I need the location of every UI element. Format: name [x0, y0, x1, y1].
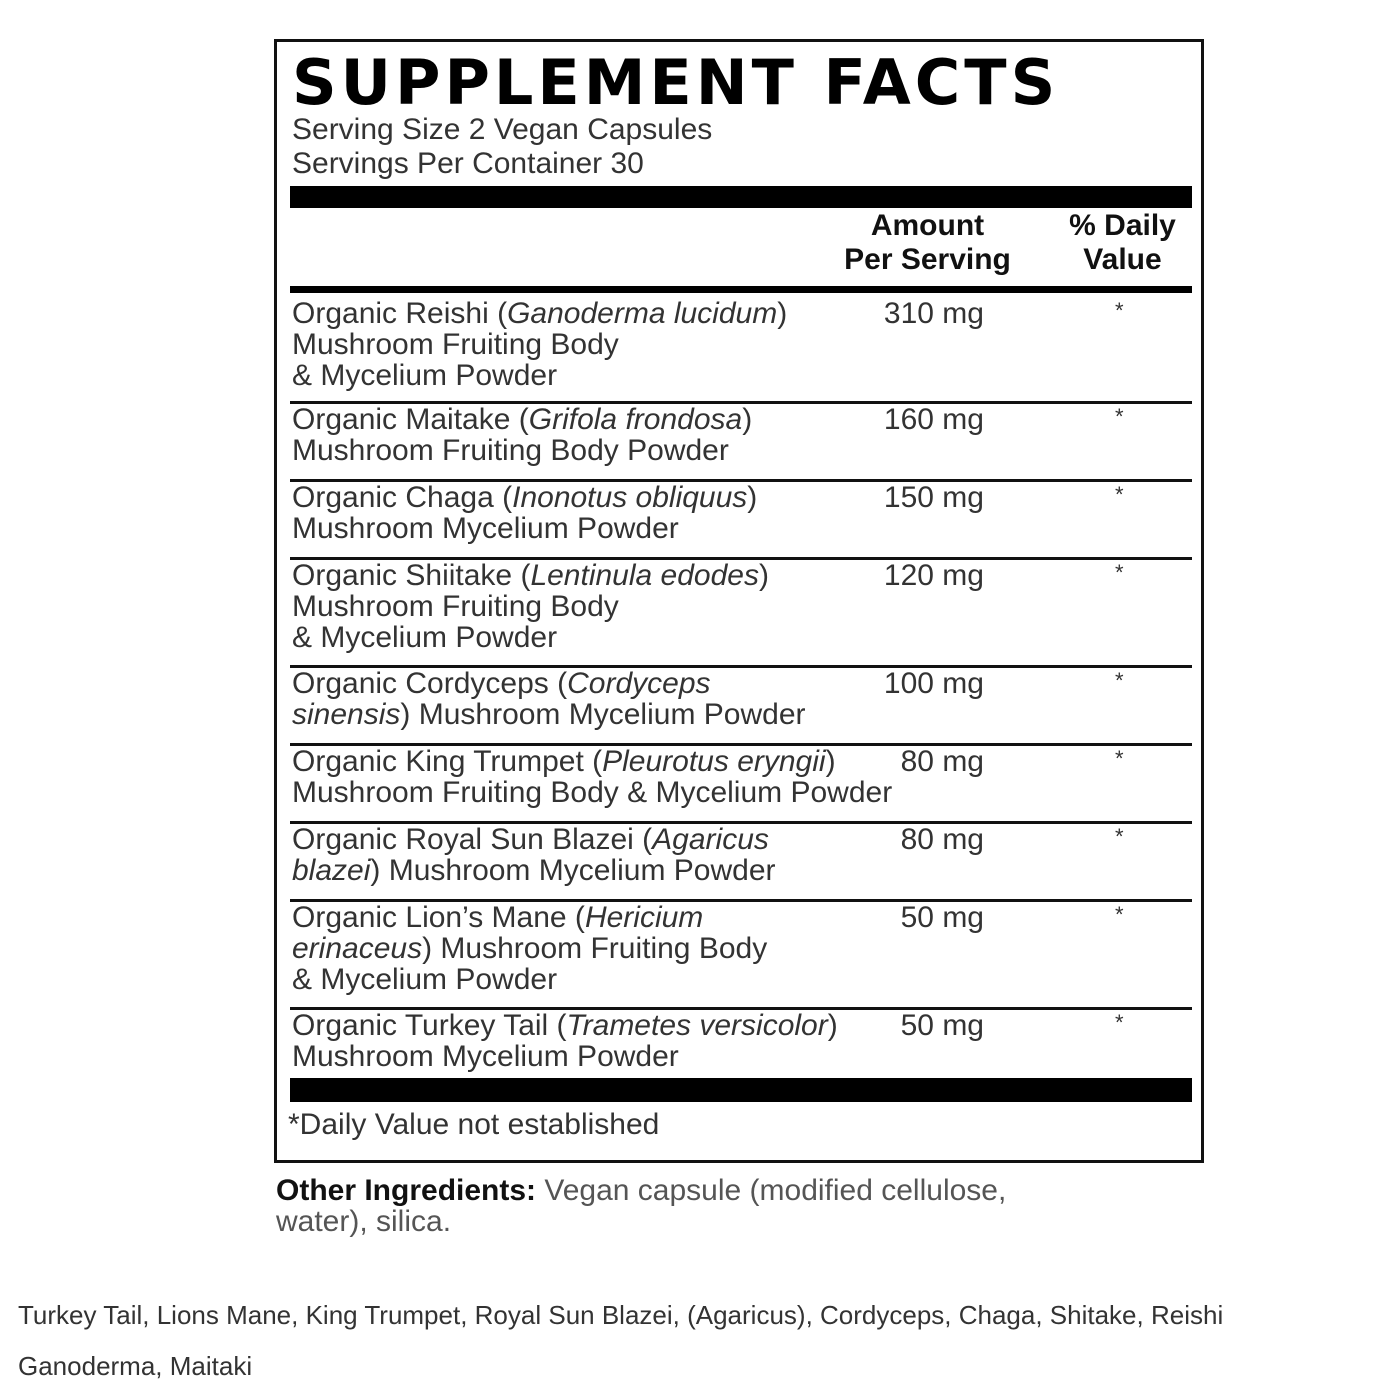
servings-per-container: Servings Per Container 30 [292, 147, 644, 180]
ingredient-scientific-name: Grifola frondosa [528, 403, 743, 436]
ingredient-description: ) Mushroom Mycelium Powder [292, 481, 758, 545]
ingredient-scientific-name: Lentinula edodes [530, 559, 759, 592]
table-row [290, 746, 1192, 824]
ingredient-common-name: Organic King Trumpet ( [292, 745, 603, 778]
bottom-thick-divider [290, 1078, 1192, 1102]
product-caption: Turkey Tail, Lions Mane, King Trumpet, Royal Sun Blazei, (Agaricus), Cordyceps, Chaga, Shitake, Reishi Ganoderma, Maitaki [18, 1300, 1224, 1381]
ingredient-amount: 120 mg [883, 559, 984, 592]
ingredient-amount: 160 mg [883, 403, 984, 436]
ingredient-daily-value: * [1115, 482, 1124, 507]
ingredient-amount: 150 mg [883, 481, 984, 514]
table-row [290, 1010, 1192, 1088]
table-row [290, 560, 1192, 668]
table-row [290, 824, 1192, 902]
ingredient-description: ) Mushroom Mycelium Powder [292, 1009, 838, 1073]
ingredient-daily-value: * [1115, 560, 1124, 585]
daily-value-footnote: *Daily Value not established [288, 1108, 660, 1141]
ingredient-daily-value: * [1115, 668, 1124, 693]
other-ingredients-label: Other Ingredients: [276, 1174, 537, 1207]
ingredient-name [292, 902, 932, 995]
ingredient-scientific-name: Pleurotus eryngii [602, 745, 826, 778]
ingredient-amount: 80 mg [900, 745, 984, 778]
ingredient-name [292, 824, 932, 886]
header-divider [290, 286, 1192, 293]
ingredient-daily-value: * [1115, 746, 1124, 771]
ingredient-common-name: Organic Reishi ( [292, 297, 508, 330]
ingredient-common-name: Organic Cordyceps ( [292, 667, 568, 700]
ingredient-description: ) Mushroom Fruiting Body & Mycelium Powder [292, 297, 788, 392]
ingredient-scientific-name: Trametes versicolor [566, 1009, 828, 1042]
ingredient-name [292, 1010, 932, 1072]
ingredient-amount: 310 mg [883, 297, 984, 330]
amount-header-line2: Per Serving [844, 243, 1011, 276]
ingredient-description: ) Mushroom Fruiting Body Powder [292, 403, 753, 467]
ingredient-daily-value: * [1115, 824, 1124, 849]
dv-header-line2: Value [1083, 243, 1162, 276]
ingredient-description: ) Mushroom Mycelium Powder [400, 698, 806, 731]
ingredient-daily-value: * [1115, 404, 1124, 429]
table-row [290, 668, 1192, 746]
ingredient-description: ) Mushroom Mycelium Powder [370, 854, 776, 887]
serving-size: Serving Size 2 Vegan Capsules [292, 113, 713, 146]
ingredient-scientific-name: Hericium erinaceus [292, 901, 704, 965]
table-row [290, 298, 1192, 404]
table-row [290, 404, 1192, 482]
ingredient-common-name: Organic Chaga ( [292, 481, 513, 514]
ingredient-scientific-name: Agaricus blazei [292, 823, 769, 887]
top-thick-divider [290, 186, 1192, 208]
other-ingredients-text: Vegan capsule (modified cellulose, water), silica. [276, 1174, 1007, 1238]
ingredient-name [292, 746, 932, 808]
ingredient-scientific-name: Inonotus obliquus [512, 481, 748, 514]
amount-per-serving-header [835, 209, 1020, 277]
ingredient-name [292, 482, 932, 544]
ingredient-common-name: Organic Maitake ( [292, 403, 529, 436]
ingredient-common-name: Organic Shiitake ( [292, 559, 531, 592]
table-row [290, 902, 1192, 1010]
ingredient-name [292, 298, 932, 391]
dv-header-line1: % Daily [1069, 209, 1176, 242]
ingredient-scientific-name: Cordyceps sinensis [292, 667, 711, 731]
ingredient-daily-value: * [1115, 1010, 1124, 1035]
ingredient-description: ) Mushroom Fruiting Body & Mycelium Powder [292, 559, 769, 654]
amount-header-line1: Amount [870, 209, 985, 242]
ingredient-description: ) Mushroom Fruiting Body & Mycelium Powder [292, 745, 893, 809]
daily-value-header [1055, 209, 1190, 277]
ingredient-name [292, 404, 932, 466]
ingredients-table [290, 298, 1192, 1088]
ingredient-common-name: Organic Royal Sun Blazei ( [292, 823, 653, 856]
ingredient-description: ) Mushroom Fruiting Body & Mycelium Powder [292, 932, 768, 996]
label-title: SUPPLEMENT FACTS [292, 46, 1060, 119]
ingredient-daily-value: * [1115, 298, 1124, 323]
ingredient-amount: 100 mg [883, 667, 984, 700]
ingredient-scientific-name: Ganoderma lucidum [507, 297, 778, 330]
ingredient-name [292, 560, 932, 653]
ingredient-amount: 50 mg [900, 1009, 984, 1042]
other-ingredients [276, 1175, 1056, 1237]
ingredient-common-name: Organic Turkey Tail ( [292, 1009, 567, 1042]
ingredient-name [292, 668, 932, 730]
table-row [290, 482, 1192, 560]
ingredient-amount: 50 mg [900, 901, 984, 934]
ingredient-daily-value: * [1115, 902, 1124, 927]
ingredient-amount: 80 mg [900, 823, 984, 856]
ingredient-common-name: Organic Lion’s Mane ( [292, 901, 585, 934]
